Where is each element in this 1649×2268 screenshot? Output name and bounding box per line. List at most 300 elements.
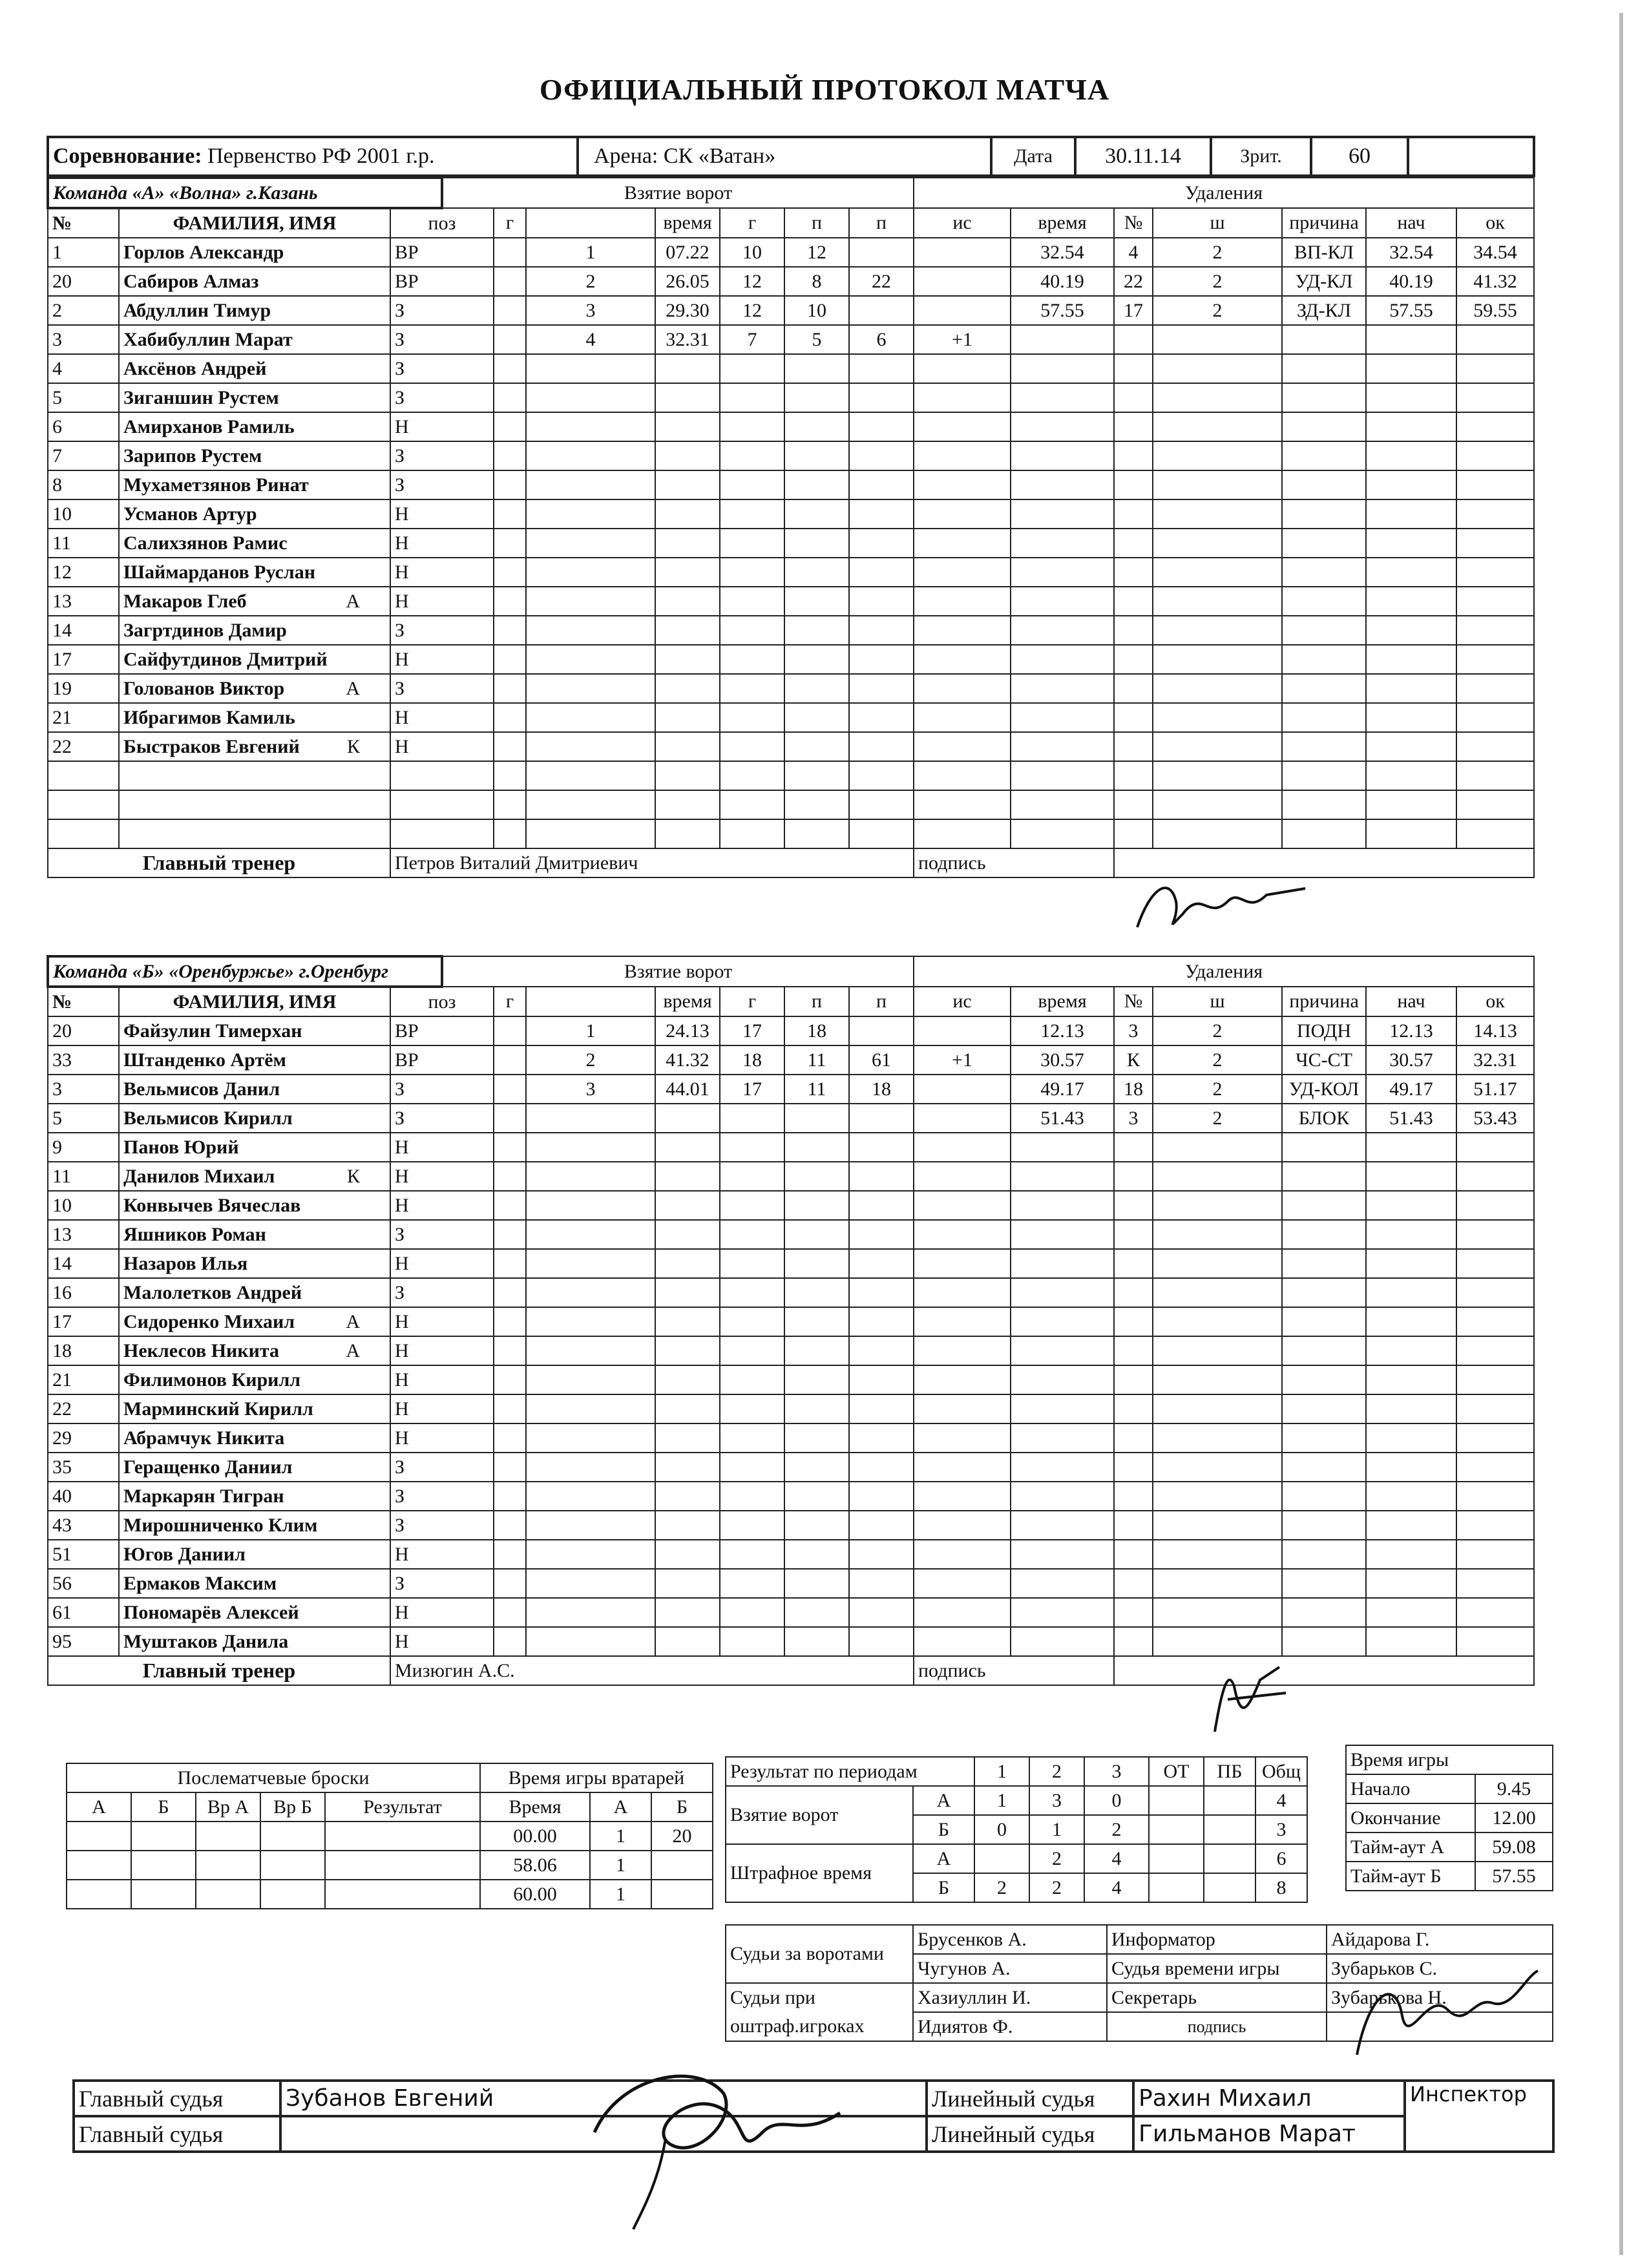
spacer-cell: [494, 354, 526, 383]
goal-cell: [720, 790, 784, 819]
player-number: 3: [48, 325, 119, 354]
player-position: З: [390, 674, 494, 703]
penalty-cell: [1153, 558, 1282, 587]
player-position: [390, 761, 494, 790]
col-goal-gs: г: [720, 208, 784, 238]
player-row: [48, 703, 1534, 732]
goal-cell: [784, 1394, 849, 1423]
penalty-cell: 32.31: [1456, 1045, 1534, 1075]
penalty-cell: [1456, 703, 1534, 732]
goal-cell: [849, 441, 914, 470]
penalty-cell: [1011, 1540, 1114, 1569]
goal-cell: [849, 1336, 914, 1365]
player-name: [119, 1249, 390, 1278]
penalty-cell: [1153, 1453, 1282, 1482]
player-name: [119, 1511, 390, 1540]
period-row: [726, 1786, 1307, 1815]
goal-cell: 10: [784, 296, 849, 325]
col-pen-sh: ш: [1153, 208, 1282, 238]
player-number: 21: [48, 1365, 119, 1394]
goal-cell: [784, 703, 849, 732]
penalty-cell: [1282, 1598, 1366, 1627]
player-name-text: Загртдинов Дамир: [123, 619, 287, 641]
line-referee-2: Гильманов Марат: [1133, 2116, 1405, 2152]
goal-cell: [655, 1249, 720, 1278]
penalty-cell: [1456, 354, 1534, 383]
player-name-text: Малолетков Андрей: [123, 1281, 302, 1303]
player-position: Н: [390, 1540, 494, 1569]
penalty-cell: [1456, 1191, 1534, 1220]
goal-cell: [720, 1365, 784, 1394]
goal-cell: [720, 1569, 784, 1598]
player-row: [48, 645, 1534, 674]
player-number: 7: [48, 441, 119, 470]
penalty-cell: [1011, 645, 1114, 674]
goal-cell: [849, 1482, 914, 1511]
goal-cell: [655, 470, 720, 499]
penalty-cell: [1282, 1365, 1366, 1394]
penalty-cell: [1153, 819, 1282, 848]
goal-cell: [849, 529, 914, 558]
goalie-row: [480, 1851, 713, 1880]
goal-cell: [849, 616, 914, 645]
col-pen-num: №: [1114, 208, 1153, 238]
goal-cell: [655, 1569, 720, 1598]
penalty-cell: [1366, 1627, 1456, 1656]
penalties-title: Удаления: [914, 178, 1534, 208]
penalty-cell: [1456, 587, 1534, 616]
player-name: [119, 529, 390, 558]
goal-cell: [720, 1482, 784, 1511]
shootout-table: [66, 1763, 481, 1909]
penalty-cell: [1114, 1220, 1153, 1249]
penalty-cell: [1153, 1249, 1282, 1278]
col-pos: поз: [390, 987, 494, 1016]
timekeeper-extra: Зубарьков С.: [1327, 1954, 1553, 1983]
goal-cell: [914, 529, 1011, 558]
period-col: ПБ: [1204, 1757, 1255, 1786]
penalty-cell: [1456, 1394, 1534, 1423]
period-cell: [974, 1844, 1029, 1873]
chief-referee-1: Зубанов Евгений: [280, 2081, 927, 2116]
player-name-text: Геращенко Даниил: [123, 1456, 293, 1478]
goal-cell: [849, 383, 914, 412]
arena-cell: Арена: СК «Ватан»: [578, 137, 991, 176]
penalty-cell: [1011, 383, 1114, 412]
penalty-cell: [1114, 1133, 1153, 1162]
shootout-cell: [67, 1822, 131, 1851]
penalty-cell: 32.54: [1011, 238, 1114, 267]
player-name: [119, 296, 390, 325]
goal-cell: [655, 1162, 720, 1191]
period-col: 2: [1029, 1757, 1084, 1786]
player-row: [48, 1016, 1534, 1045]
player-position: З: [390, 1569, 494, 1598]
goalie-cell: [651, 1851, 713, 1880]
goal-cell: [914, 1191, 1011, 1220]
periods-table: [725, 1756, 1308, 1903]
penalty-cell: [1366, 674, 1456, 703]
penalty-cell: [1282, 1278, 1366, 1307]
col-pos: поз: [390, 208, 494, 238]
player-name-text: Яшников Роман: [123, 1223, 266, 1245]
penalty-cell: 40.19: [1366, 267, 1456, 296]
player-number: 51: [48, 1540, 119, 1569]
penalty-cell: [1282, 732, 1366, 761]
penalty-cell: [1282, 470, 1366, 499]
period-col: Общ: [1255, 1757, 1307, 1786]
penalty-cell: 59.55: [1456, 296, 1534, 325]
player-row: [48, 383, 1534, 412]
goal-cell: [720, 1278, 784, 1307]
player-name: [119, 1394, 390, 1423]
goal-cell: [526, 674, 655, 703]
goal-cell: [526, 1336, 655, 1365]
period-cell: [1149, 1815, 1204, 1844]
penalty-cell: [1011, 558, 1114, 587]
spacer-cell: [494, 1191, 526, 1220]
player-row: [48, 1220, 1534, 1249]
goal-cell: [914, 1220, 1011, 1249]
penalty-cell: [1366, 441, 1456, 470]
penalty-cell: [1282, 1191, 1366, 1220]
penalty-cell: [1282, 1569, 1366, 1598]
penalty-cell: [1153, 1569, 1282, 1598]
goal-cell: [655, 441, 720, 470]
goal-cell: [720, 383, 784, 412]
period-cell: 1: [1029, 1815, 1084, 1844]
goal-cell: [720, 819, 784, 848]
goal-cell: [784, 819, 849, 848]
header-table: [47, 136, 1535, 177]
goal-cell: [849, 558, 914, 587]
player-name-text: Мухаметзянов Ринат: [123, 474, 309, 496]
player-name-text: Хабибуллин Марат: [123, 328, 293, 350]
player-number: 6: [48, 412, 119, 441]
player-position: З: [390, 441, 494, 470]
player-name: [119, 1365, 390, 1394]
player-number: 56: [48, 1569, 119, 1598]
penalty-cell: [1282, 1540, 1366, 1569]
player-number: 21: [48, 703, 119, 732]
goal-cell: [720, 1453, 784, 1482]
column-header-row: [48, 987, 1534, 1016]
penalty-cell: [1011, 732, 1114, 761]
player-name-text: Неклесов Никита: [123, 1339, 280, 1361]
player-position: ВР: [390, 238, 494, 267]
goal-cell: [526, 1627, 655, 1656]
player-row: [48, 470, 1534, 499]
penalty-cell: [1366, 1394, 1456, 1423]
goal-cell: [849, 1220, 914, 1249]
goal-cell: [655, 732, 720, 761]
goal-cell: [784, 1162, 849, 1191]
goal-cell: [849, 645, 914, 674]
player-row: [48, 674, 1534, 703]
spacer-cell: [494, 616, 526, 645]
spacer-cell: [494, 1394, 526, 1423]
player-number: 3: [48, 1075, 119, 1104]
player-name-text: Аксёнов Андрей: [123, 357, 267, 379]
penalty-cell: [1153, 499, 1282, 529]
player-name-text: Штанденко Артём: [123, 1049, 286, 1071]
player-position: З: [390, 1278, 494, 1307]
goal-cell: 44.01: [655, 1075, 720, 1104]
shootout-cell: [67, 1880, 131, 1909]
period-cell: 2: [1029, 1873, 1084, 1902]
col-goal-p2: п: [849, 987, 914, 1016]
shootout-cell: [131, 1822, 196, 1851]
player-number: 43: [48, 1511, 119, 1540]
penalty-cell: УД-КОЛ: [1282, 1075, 1366, 1104]
period-cell: 0: [974, 1815, 1029, 1844]
player-position: Н: [390, 1162, 494, 1191]
period-col: ОТ: [1149, 1757, 1204, 1786]
penalty-cell: [1282, 529, 1366, 558]
player-position: Н: [390, 645, 494, 674]
goal-cell: [655, 1104, 720, 1133]
penalty-cell: [1114, 1278, 1153, 1307]
goal-cell: [655, 1453, 720, 1482]
player-role-mark: А: [346, 590, 360, 612]
penalty-cell: [1153, 1598, 1282, 1627]
player-name: [119, 1569, 390, 1598]
goal-cell: 12: [784, 238, 849, 267]
col-goal-p2: п: [849, 208, 914, 238]
goal-cell: 7: [720, 325, 784, 354]
player-number: 22: [48, 1394, 119, 1423]
spacer-cell: [494, 1511, 526, 1540]
penalty-cell: [1456, 1453, 1534, 1482]
goalie-cell: 20: [651, 1822, 713, 1851]
spacer-cell: [494, 1453, 526, 1482]
player-position: Н: [390, 1627, 494, 1656]
penalty-cell: [1282, 1133, 1366, 1162]
goal-cell: 11: [784, 1045, 849, 1075]
goal-cell: [720, 732, 784, 761]
penalty-cell: [1366, 616, 1456, 645]
player-row: [48, 1075, 1534, 1104]
goal-cell: [720, 1336, 784, 1365]
player-position: [390, 819, 494, 848]
penalty-cell: [1011, 1482, 1114, 1511]
goal-cell: [655, 529, 720, 558]
player-number: 61: [48, 1598, 119, 1627]
penalty-cell: [1153, 703, 1282, 732]
player-position: З: [390, 1075, 494, 1104]
goal-cell: [526, 1249, 655, 1278]
goal-cell: [849, 1511, 914, 1540]
line-referee-1: Рахин Михаил: [1133, 2081, 1405, 2116]
goal-cell: [655, 1423, 720, 1453]
player-name: [119, 412, 390, 441]
penalty-cell: [1456, 412, 1534, 441]
goal-cell: [849, 1133, 914, 1162]
signature-coach-b: [1189, 1654, 1318, 1745]
goal-cell: [784, 1278, 849, 1307]
chief-referee-label-2: Главный судья: [74, 2116, 280, 2152]
spacer-cell: [494, 790, 526, 819]
goal-cell: [526, 645, 655, 674]
goal-cell: 18: [784, 1016, 849, 1045]
goal-cell: [914, 1394, 1011, 1423]
player-name: [119, 441, 390, 470]
goal-cell: [849, 238, 914, 267]
goal-cell: [914, 412, 1011, 441]
goal-cell: [526, 529, 655, 558]
column-header-row: [48, 208, 1534, 238]
penalty-cell: 12.13: [1011, 1016, 1114, 1045]
penalty-cell: [1114, 1627, 1153, 1656]
goal-cell: [849, 412, 914, 441]
period-cell: 8: [1255, 1873, 1307, 1902]
goal-cell: [914, 267, 1011, 296]
player-row: [48, 1540, 1534, 1569]
goal-cell: 07.22: [655, 238, 720, 267]
penalty-cell: [1011, 587, 1114, 616]
col-goal-p1: п: [784, 208, 849, 238]
player-row: [48, 587, 1534, 616]
player-position: ВР: [390, 1045, 494, 1075]
penalty-cell: [1456, 558, 1534, 587]
goal-cell: [784, 1482, 849, 1511]
goal-cell: [720, 1540, 784, 1569]
penalty-cell: [1456, 616, 1534, 645]
goal-cell: [849, 674, 914, 703]
col-goal-p1: п: [784, 987, 849, 1016]
penalty-cell: [1282, 1336, 1366, 1365]
player-number: 5: [48, 1104, 119, 1133]
date-label: Дата: [991, 137, 1075, 176]
goal-cell: [720, 1394, 784, 1423]
goalie-row: [480, 1880, 713, 1909]
shootout-cell: [325, 1822, 480, 1851]
goal-judge-2: Чугунов А.: [913, 1954, 1107, 1983]
coach-name: Петров Виталий Дмитриевич: [390, 848, 914, 877]
spacer-cell: [494, 1482, 526, 1511]
line-referee-label-1: Линейный судья: [927, 2081, 1133, 2116]
penalty-cell: [1366, 1220, 1456, 1249]
player-position: З: [390, 296, 494, 325]
col-goal-time: время: [655, 208, 720, 238]
goal-cell: 61: [849, 1045, 914, 1075]
goalie-cell: 1: [590, 1822, 651, 1851]
goal-cell: [655, 1191, 720, 1220]
player-name: [119, 499, 390, 529]
goal-cell: [914, 1569, 1011, 1598]
goal-cell: [914, 790, 1011, 819]
player-row: [48, 1045, 1534, 1075]
goal-cell: [526, 1423, 655, 1453]
pen-judge-1: Хазиуллин И.: [913, 1983, 1107, 2012]
goal-cell: 5: [784, 325, 849, 354]
penalty-cell: [1456, 1249, 1534, 1278]
penalty-cell: [1456, 1511, 1534, 1540]
penalty-cell: [1456, 529, 1534, 558]
penalty-cell: [1114, 470, 1153, 499]
player-row: [48, 529, 1534, 558]
penalty-cell: [1011, 354, 1114, 383]
player-role-mark: К: [346, 1165, 360, 1187]
penalty-cell: 51.43: [1366, 1104, 1456, 1133]
goal-cell: [720, 529, 784, 558]
goal-cell: 18: [849, 1075, 914, 1104]
period-cell: 4: [1084, 1844, 1149, 1873]
goal-cell: [849, 470, 914, 499]
goal-cell: [720, 354, 784, 383]
player-position: Н: [390, 499, 494, 529]
col-pen-sh: ш: [1153, 987, 1282, 1016]
goal-cell: [784, 1133, 849, 1162]
goal-cell: [655, 1278, 720, 1307]
penalty-cell: [1114, 325, 1153, 354]
player-number: 9: [48, 1133, 119, 1162]
goal-cell: [720, 1249, 784, 1278]
player-number: 33: [48, 1045, 119, 1075]
goal-cell: [784, 558, 849, 587]
goal-cell: 17: [720, 1075, 784, 1104]
player-name-text: Данилов Михаил: [123, 1165, 275, 1187]
goal-cell: [655, 1307, 720, 1336]
start-value: 9.45: [1475, 1774, 1553, 1803]
penalties-title: Удаления: [914, 956, 1534, 987]
penalty-cell: [1366, 1365, 1456, 1394]
player-number: 10: [48, 499, 119, 529]
goal-cell: [784, 761, 849, 790]
pen-judges-label: Судьи при оштраф.игроках: [726, 1983, 913, 2041]
penalty-cell: [1011, 1365, 1114, 1394]
goal-cell: [784, 645, 849, 674]
player-position: Н: [390, 1365, 494, 1394]
timeout-b-label: Тайм-аут Б: [1346, 1862, 1475, 1891]
penalty-cell: [1456, 1162, 1534, 1191]
penalty-cell: 22: [1114, 267, 1153, 296]
penalty-cell: [1011, 529, 1114, 558]
goalie-cell: [651, 1880, 713, 1909]
player-name-text: Горлов Александр: [123, 241, 284, 263]
penalty-cell: [1153, 1133, 1282, 1162]
penalty-cell: [1282, 1482, 1366, 1511]
goal-cell: [720, 1307, 784, 1336]
col-pen-time: время: [1011, 208, 1114, 238]
goal-cell: [784, 1365, 849, 1394]
penalty-cell: [1366, 1540, 1456, 1569]
goal-cell: [914, 616, 1011, 645]
goal-cell: [526, 1598, 655, 1627]
player-name-text: Усманов Артур: [123, 503, 257, 525]
player-position: З: [390, 1220, 494, 1249]
goal-cell: [784, 674, 849, 703]
player-position: З: [390, 616, 494, 645]
penalty-cell: [1366, 1249, 1456, 1278]
player-number: 40: [48, 1482, 119, 1511]
penalty-cell: [1114, 587, 1153, 616]
penalty-cell: [1011, 1249, 1114, 1278]
spacer-cell: [494, 674, 526, 703]
goal-cell: [914, 1423, 1011, 1453]
spacer-cell: [494, 1075, 526, 1104]
penalty-cell: [1366, 529, 1456, 558]
goal-cell: [526, 1482, 655, 1511]
goal-cell: [914, 1336, 1011, 1365]
goal-cell: [720, 674, 784, 703]
penalty-cell: [1282, 325, 1366, 354]
goalie-cell: 58.06: [480, 1851, 590, 1880]
penalty-cell: [1366, 1511, 1456, 1540]
player-row: [48, 1278, 1534, 1307]
col-pen-num: №: [1114, 987, 1153, 1016]
spacer-cell: [494, 1249, 526, 1278]
